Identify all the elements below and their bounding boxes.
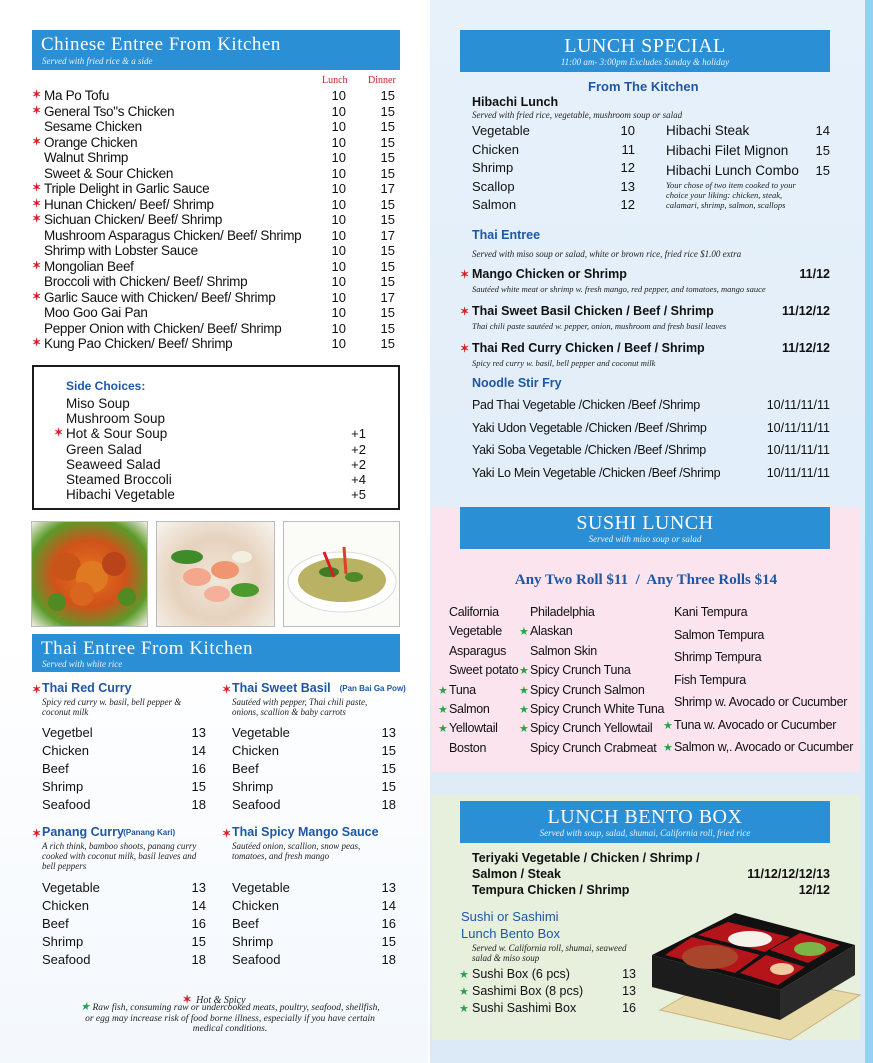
hibachi-option-price: 10 [620,123,635,138]
thai-dish-price: 16 [191,761,206,776]
pepper-icon: ✶ [32,259,42,272]
chinese-item-lunch-price: 10 [331,196,346,212]
thai-lunch-desc: Served with miso soup or salad, white or brown rice, fried rice $1.00 extra [472,249,742,259]
lunch-special-banner [460,30,830,72]
thai-dish-price: 15 [381,779,396,794]
pepper-icon: ✶ [32,213,42,225]
col-lunch-header: Lunch [322,75,348,86]
noodle-item-price: 10/11/11/11 [766,443,830,457]
thai-dish-name: Panang Curry [42,825,124,839]
chinese-item-name: Pepper Onion with Chicken/ Beef/ Shrimp [44,320,282,336]
bento-teriyaki-line1: Teriyaki Vegetable / Chicken / Shrimp / [472,851,700,865]
bento-box-name: Sashimi Box (8 pcs) [472,984,584,998]
thai-lunch-item-price: 11/12/12 [782,304,830,318]
chinese-item-dinner-price: 17 [380,289,395,305]
sushi-bento-title-1: Sushi or Sashimi [461,909,559,924]
pepper-icon: ✶ [182,994,192,1006]
thai-dish-option: Vegetable [42,880,100,895]
bento-title: LUNCH BENTO BOX [547,806,743,828]
chinese-item-name: Mongolian Beef [44,258,134,274]
thai-lunch-item-name: Thai Red Curry Chicken / Beef / Shrimp [472,341,705,355]
chinese-item-name: Broccoli with Chicken/ Beef/ Shrimp [44,274,248,289]
bento-banner [460,801,830,843]
lunch-special-subtitle: 11:00 am- 3:00pm Excludes Sunday & holiday [560,57,730,67]
hibachi-option-price: 14 [815,123,830,138]
noodle-item-price: 10/11/11/11 [766,398,830,412]
chinese-item-dinner-price: 15 [380,336,395,351]
hibachi-lunch-desc: Served with fried rice, vegetable, mushroom soup or salad [472,110,683,120]
side-choices-box [32,365,400,510]
chinese-item-name: Ma Po Tofu [44,88,110,103]
chinese-item-name: Mushroom Asparagus Chicken/ Beef/ Shrimp [44,227,302,243]
sushi-roll-name: Tuna [449,682,476,697]
pepper-icon: ✶ [460,306,470,318]
thai-dish-price: 13 [381,725,396,740]
chinese-item-name: Sesame Chicken [44,119,142,134]
chinese-item-lunch-price: 10 [331,119,346,134]
bento-teriyaki-line2: Salmon / Steak [472,867,561,881]
thai-lunch-item-name: Mango Chicken or Shrimp [472,267,627,281]
sushi-roll-name: Spicy Crunch White Tuna [530,702,665,716]
chinese-item-dinner-price: 15 [380,88,395,103]
hibachi-combo-desc: Your chose of two item cooked to your choice your liking: chicken, steak, calamari, shrimp, salmon, scallops [666,180,796,210]
thai-dish-option: Chicken [42,743,89,758]
pepper-icon: ✶ [32,135,42,148]
chinese-item-dinner-price: 15 [380,274,395,289]
star-icon: ★ [459,1003,469,1015]
thai-dish-price: 18 [191,952,206,967]
bento-tempura-price: 12/12 [798,883,830,897]
sushi-lunch-banner [460,507,830,549]
thai-dish-alt-name: (Pan Bai Ga Pow) [339,684,406,693]
orange-chicken-image [32,522,148,627]
sushi-bento-desc: Served w. California roll, shumai, seaweed salad & miso soup [472,943,627,963]
pepper-icon: ✶ [460,343,470,355]
thai-dish-price: 15 [191,779,206,794]
chinese-item-dinner-price: 15 [380,165,395,181]
sushi-roll-name: Shrimp w. Avocado or Cucumber [674,695,848,709]
pepper-icon: ✶ [32,684,42,696]
star-icon: ★ [519,684,529,697]
thai-lunch-heading: Thai Entree [472,228,541,242]
side-item-name: Steamed Broccoli [66,472,172,487]
thai-dish-option: Seafood [42,797,91,812]
chinese-item-name: Walnut Shrimp [44,150,129,165]
chinese-item-lunch-price: 10 [331,181,346,196]
orange-chicken-photo [31,521,148,627]
hibachi-option-price: 11 [621,141,635,157]
chinese-item-name: General Tso"s Chicken [44,103,175,119]
pepper-icon: ✶ [460,269,470,281]
bento-box-price: 13 [622,967,636,981]
chinese-item-dinner-price: 15 [380,150,395,165]
pepper-icon: ✶ [32,337,42,349]
thai-lunch-item-name: Thai Sweet Basil Chicken / Beef / Shrimp [472,304,714,318]
chinese-item-dinner-price: 15 [380,258,395,274]
hibachi-option: Vegetable [472,123,530,138]
thai-dish-option: Shrimp [42,934,84,949]
side-item-price: +2 [351,456,366,472]
green-curry-image [284,522,400,627]
star-icon: ★ [519,704,529,716]
shrimp-vegetable-photo [156,521,275,627]
thai-dish-option: Chicken [232,743,279,758]
sushi-roll-name: Salmon Tempura [674,627,765,642]
chinese-item-lunch-price: 10 [331,258,346,274]
sushi-bento-title-2: Lunch Bento Box [461,926,561,941]
thai-dish-price: 16 [191,916,206,931]
pepper-icon: ✶ [32,104,42,117]
thai-dish-name: Thai Sweet Basil [232,681,331,695]
chinese-item-lunch-price: 10 [331,274,346,289]
chinese-item-name: Kung Pao Chicken/ Beef/ Shrimp [44,336,233,351]
chinese-item-lunch-price: 10 [331,227,346,243]
thai-dish-option: Shrimp [232,779,274,794]
thai-dish-desc: Sautéed with pepper, Thai chili paste, onions, scallion & baby carrots [232,697,368,717]
bento-subtitle: Served with soup, salad, shumai, California roll, fried rice [539,828,751,838]
chinese-item-lunch-price: 10 [331,212,346,227]
thai-dish-option: Seafood [232,797,281,812]
thai-lunch-item-desc: Sautéed white meat or shrimp w. fresh mango, red pepper, and tomatoes, mango sauce [472,284,766,294]
side-item-price: +2 [351,441,366,457]
chinese-item-name: Shrimp with Lobster Sauce [44,243,198,258]
sushi-roll-name: Alaskan [530,624,573,639]
chinese-item-name: Sichuan Chicken/ Beef/ Shrimp [44,212,223,227]
sushi-roll-name: Kani Tempura [674,605,748,619]
sushi-roll-name: Spicy Crunch Crabmeat [530,740,657,755]
hibachi-lunch-title: Hibachi Lunch [472,95,559,109]
sushi-lunch-subtitle: Served with miso soup or salad [588,534,702,544]
hibachi-option: Shrimp [472,160,514,175]
hibachi-option-price: 13 [620,178,635,194]
thai-entree-title: Thai Entree From Kitchen [41,638,253,659]
pepper-icon: ✶ [222,828,232,840]
hibachi-option: Scallop [472,178,515,194]
bento-box-image [640,895,862,1043]
hibachi-option: Hibachi Steak [666,123,750,138]
thai-dish-price: 13 [381,880,396,895]
sushi-roll-name: Tuna w. Avocado or Cucumber [674,717,837,732]
thai-dish-price: 15 [191,934,206,949]
thai-dish-price: 18 [191,797,206,812]
chinese-item-lunch-price: 10 [331,289,346,305]
thai-dish-option: Beef [42,916,69,931]
chinese-item-dinner-price: 15 [380,320,395,336]
chinese-item-name: Triple Delight in Garlic Sauce [44,181,210,196]
noodle-item-name: Yaki Soba Vegetable /Chicken /Beef /Shrimp [472,443,706,457]
chinese-item-dinner-price: 15 [380,119,395,134]
pepper-icon: ✶ [222,684,232,696]
sushi-roll-name: Salmon w,. Avocado or Cucumber [674,740,854,754]
sushi-roll-name: Vegetable [449,624,502,639]
star-icon: ★ [438,704,448,716]
pepper-icon: ✶ [32,290,42,303]
pepper-icon: ✶ [54,427,64,440]
hot-spicy-label: Hot & Spicy [196,995,246,1006]
chinese-item-name: Orange Chicken [44,134,138,150]
thai-dish-alt-name: (Panang Kari) [123,828,176,837]
sushi-roll-name: Spicy Crunch Yellowtail [530,721,653,736]
thai-dish-option: Seafood [42,952,91,967]
chinese-item-lunch-price: 10 [331,150,346,165]
thai-lunch-item-desc: Thai chili paste sautéed w. pepper, onion, mushroom and fresh basil leaves [472,321,727,331]
thai-dish-option: Vegetable [232,880,290,895]
sushi-roll-name: Salmon Skin [530,643,597,658]
chinese-entree-banner [32,30,400,70]
raw-food-warning [80,1002,380,1035]
chinese-item-dinner-price: 17 [380,227,395,243]
hibachi-option-price: 12 [620,160,635,175]
chinese-item-dinner-price: 15 [380,134,395,150]
hibachi-option: Hibachi Lunch Combo [666,163,799,178]
sushi-roll-name: Fish Tempura [674,672,746,687]
sushi-roll-name: Shrimp Tempura [674,650,762,664]
star-icon: ★ [438,723,448,736]
sushi-roll-name: Boston [449,740,487,755]
thai-dish-option: Beef [232,916,259,931]
noodle-stir-fry-heading: Noodle Stir Fry [472,376,562,390]
thai-dish-name: Thai Spicy Mango Sauce [232,825,379,839]
green-curry-photo [283,521,400,627]
noodle-item-price: 10/11/11/11 [766,465,830,480]
thai-dish-price: 15 [381,761,396,776]
thai-dish-option: Shrimp [42,779,84,794]
sushi-roll-name: Asparagus [449,643,507,658]
chinese-item-lunch-price: 10 [331,243,346,258]
bento-teriyaki-price: 11/12/12/12/13 [747,867,830,881]
hibachi-option: Salmon [472,197,517,212]
chinese-item-dinner-price: 15 [380,305,395,320]
side-item-name: Hot & Sour Soup [66,426,168,442]
sushi-roll-name: Spicy Crunch Salmon [530,682,645,697]
bento-box-name: Sushi Box (6 pcs) [472,967,570,981]
side-item-price: +1 [351,426,366,442]
thai-dish-price: 14 [191,898,206,913]
sushi-roll-deal: Any Two Roll $11 / Any Three Rolls $14 [514,572,778,588]
pepper-icon: ✶ [32,89,42,101]
chinese-item-lunch-price: 10 [331,88,346,103]
side-item-name: Seaweed Salad [66,456,161,472]
thai-dish-desc: Sautéed onion, scallion, snow peas, tomatoes, and fresh mango [232,841,361,861]
lunch-special-title: LUNCH SPECIAL [564,35,726,57]
chinese-item-lunch-price: 10 [331,336,346,351]
noodle-item-name: Yaki Lo Mein Vegetable /Chicken /Beef /Shrimp [472,465,721,480]
star-icon: ★ [663,719,673,732]
thai-entree-banner [32,634,400,672]
chinese-item-dinner-price: 15 [380,196,395,212]
thai-dish-option: Beef [42,761,69,776]
pepper-icon: ✶ [32,182,42,194]
chinese-item-dinner-price: 15 [380,243,395,258]
thai-dish-price: 14 [381,898,396,913]
from-kitchen-heading: From The Kitchen [588,79,699,94]
thai-dish-name: Thai Red Curry [42,681,132,695]
chinese-item-name: Moo Goo Gai Pan [44,305,148,320]
noodle-item-name: Yaki Udon Vegetable /Chicken /Beef /Shrimp [472,420,707,435]
bento-box-price: 13 [622,984,636,998]
chinese-item-dinner-price: 15 [380,212,395,227]
sushi-roll-name: Yellowtail [449,721,498,736]
thai-dish-option: Vegetable [232,725,290,740]
thai-dish-option: Beef [232,761,259,776]
thai-lunch-item-desc: Spicy red curry w. basil, bell pepper and coconut milk [472,358,656,368]
hibachi-option-price: 15 [815,163,830,178]
thai-dish-price: 18 [381,952,396,967]
side-item-name: Hibachi Vegetable [66,487,175,503]
chinese-entree-title: Chinese Entree From Kitchen [41,34,281,55]
thai-lunch-item-price: 11/12/12 [782,341,830,355]
sushi-roll-name: Spicy Crunch Tuna [530,663,631,678]
thai-dish-option: Seafood [232,952,281,967]
hibachi-option-price: 15 [815,143,830,158]
thai-dish-price: 15 [381,743,396,758]
thai-dish-desc: Spicy red curry w. basil, bell pepper & coconut milk [42,697,182,717]
thai-dish-price: 18 [381,797,396,812]
sushi-lunch-title: SUSHI LUNCH [576,512,714,534]
col-dinner-header: Dinner [368,75,396,86]
thai-lunch-item-price: 11/12 [799,267,830,281]
thai-dish-price: 13 [191,725,206,740]
thai-dish-option: Chicken [232,898,279,913]
chinese-item-name: Garlic Sauce with Chicken/ Beef/ Shrimp [44,289,276,305]
side-item-name: Green Salad [66,441,142,457]
chinese-item-dinner-price: 17 [380,181,395,196]
chinese-item-lunch-price: 10 [331,165,346,181]
thai-dish-price: 15 [381,934,396,949]
thai-dish-price: 13 [191,880,206,895]
shrimp-vegetable-image [157,522,275,627]
chinese-item-dinner-price: 15 [380,103,395,119]
hibachi-option-price: 12 [620,197,635,212]
chinese-item-lunch-price: 10 [331,134,346,150]
hibachi-option: Hibachi Filet Mignon [666,143,789,158]
thai-dish-price: 14 [191,743,206,758]
sushi-roll-name: Sweet potato [449,663,519,678]
chinese-entree-subtitle: Served with fried rice & a side [42,56,153,66]
star-icon: ★ [80,1001,91,1013]
pepper-icon: ✶ [32,828,42,840]
star-icon: ★ [459,969,469,981]
raw-food-warning-text: Raw fish, consuming raw or undercooked meats, poultry, seafood, shellfish, or egg may increase risk of food borne illness, especially if you have certain medical conditions. [85,1003,380,1034]
star-icon: ★ [519,665,529,678]
noodle-item-price: 10/11/11/11 [766,420,830,435]
side-choices-title: Side Choices: [66,379,146,393]
bento-tempura-line: Tempura Chicken / Shrimp [472,883,630,897]
thai-dish-option: Vegetbel [42,725,93,740]
chinese-item-lunch-price: 10 [331,103,346,119]
pepper-icon: ✶ [32,197,42,210]
chinese-item-name: Hunan Chicken/ Beef/ Shrimp [44,196,214,212]
star-icon: ★ [459,986,469,998]
star-icon: ★ [519,723,529,736]
bento-box-name: Sushi Sashimi Box [472,1001,577,1015]
thai-entree-subtitle: Served with white rice [42,659,123,669]
thai-dish-desc: A rich think, bamboo shoots, panang curry cooked with coconut milk, basil leaves and bell peppers [42,841,197,871]
chinese-item-name: Sweet & Sour Chicken [44,165,174,181]
side-item-price: +4 [351,472,366,487]
star-icon: ★ [519,626,529,639]
chinese-item-lunch-price: 10 [331,320,346,336]
noodle-item-name: Pad Thai Vegetable /Chicken /Beef /Shrimp [472,398,700,412]
side-item-name: Miso Soup [66,396,130,411]
side-item-price: +5 [351,487,366,503]
thai-dish-option: Chicken [42,898,89,913]
hibachi-option: Chicken [472,141,519,157]
side-item-name: Mushroom Soup [66,411,166,427]
chinese-item-lunch-price: 10 [331,305,346,320]
sushi-roll-name: California [449,605,499,619]
thai-dish-option: Shrimp [232,934,274,949]
thai-dish-price: 16 [381,916,396,931]
sushi-roll-name: Salmon [449,702,490,716]
bento-box-price: 16 [622,1001,636,1015]
star-icon: ★ [663,742,673,754]
sushi-roll-name: Philadelphia [530,605,595,619]
star-icon: ★ [438,684,448,697]
